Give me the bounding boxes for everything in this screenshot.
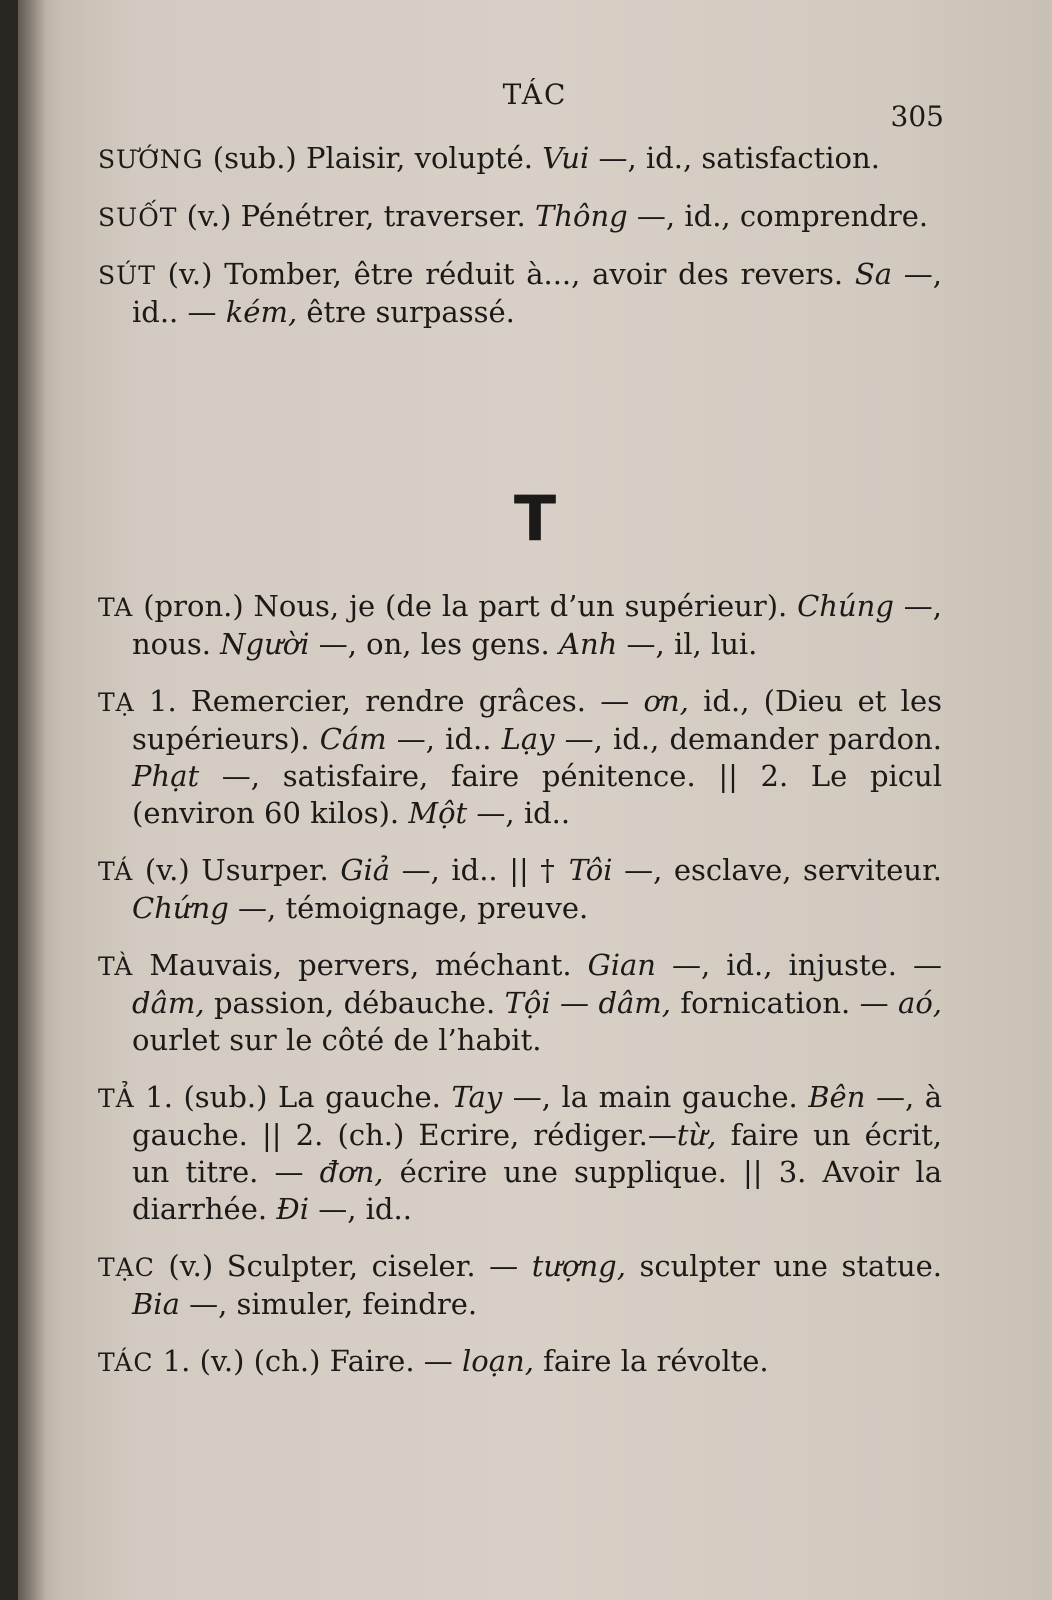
entry-definition-text: —, id..: [467, 796, 571, 830]
entry-definition-text: fornication. —: [671, 986, 899, 1020]
entry-definition-text: (v.) Usurper.: [133, 853, 341, 887]
entry-example-italic: Người: [220, 627, 310, 661]
entry-headword: TÁ: [98, 857, 134, 886]
running-head: TÁC: [502, 78, 568, 111]
entry-example-italic: Tội — dâm,: [504, 986, 672, 1020]
entry-example-italic: kém,: [225, 295, 298, 329]
entry-headword: TẠC: [98, 1253, 155, 1282]
dictionary-entry: [98, 256, 942, 331]
entry-definition-text: —, il, lui.: [617, 627, 758, 661]
section-letter: T: [513, 482, 557, 555]
entry-example-italic: Thông: [534, 199, 628, 233]
entry-example-italic: loạn,: [462, 1344, 534, 1378]
entry-definition-text: —, id., demander pardon.: [554, 722, 942, 756]
entry-example-italic: Anh: [559, 627, 618, 661]
entry-headword: SƯỚNG: [98, 145, 204, 174]
entry-definition-text: —, simuler, feindre.: [179, 1287, 478, 1321]
entry-example-italic: Sa: [854, 257, 893, 291]
entry-definition-text: —, nous.: [132, 589, 942, 661]
entry-definition-text: 1. (v.) (ch.) Faire. —: [153, 1344, 462, 1378]
dictionary-entry: [98, 947, 942, 1059]
entry-definition-text: (sub.) Plaisir, volupté.: [203, 141, 543, 175]
dictionary-entry: [98, 1248, 942, 1323]
entry-example-italic: Chứng: [132, 891, 229, 925]
entry-example-italic: dâm,: [132, 986, 205, 1020]
entry-example-italic: Bia: [132, 1287, 180, 1321]
entry-definition-text: écrire une supplique. || 3. Avoir la diarrhée.: [132, 1155, 942, 1226]
entry-definition-text: sculpter une statue.: [625, 1249, 942, 1283]
entries-top-section: [98, 140, 942, 351]
entry-example-italic: ơn,: [643, 684, 689, 718]
entry-definition-text: —, témoignage, preuve.: [228, 891, 589, 925]
entry-definition-text: —, id..: [386, 722, 502, 756]
entry-headword: TẢ: [98, 1084, 135, 1113]
entry-example-italic: tượng,: [531, 1249, 626, 1283]
entry-definition-text: —, id.. || †: [390, 853, 569, 887]
entry-definition-text: —, à gauche. || 2. (ch.) Ecrire, rédiger.—: [132, 1080, 942, 1152]
entry-example-italic: Vui: [542, 141, 590, 175]
entry-definition-text: faire un écrit, un titre. —: [132, 1118, 942, 1189]
entry-definition-text: être surpassé.: [297, 295, 515, 329]
entry-example-italic: Một: [408, 796, 468, 830]
entry-example-italic: Chúng: [797, 589, 894, 623]
entry-definition-text: —, id..: [308, 1192, 412, 1226]
entry-example-italic: aó,: [898, 986, 942, 1020]
dictionary-entry: [98, 1079, 942, 1228]
entry-definition-text: (v.) Sculpter, ciseler. —: [154, 1249, 532, 1283]
entry-definition-text: —, esclave, serviteur.: [612, 853, 942, 887]
entry-headword: SÚT: [98, 261, 156, 290]
entry-example-italic: đơn,: [319, 1155, 384, 1189]
entry-definition-text: (v.) Tomber, être réduit à..., avoir des revers.: [155, 257, 855, 291]
entry-headword: TÀ: [98, 952, 134, 981]
entry-example-italic: Tay: [451, 1080, 503, 1114]
entry-headword: SUỐT: [98, 203, 178, 232]
entry-example-italic: Tôi: [568, 853, 613, 887]
dictionary-entry: [98, 198, 942, 236]
entry-definition-text: 1. Remercier, rendre grâces. —: [134, 684, 644, 718]
entry-example-italic: Cám: [319, 722, 387, 756]
dictionary-entry: [98, 852, 942, 927]
dictionary-entry: [98, 1343, 942, 1381]
entry-headword: TÁC: [98, 1348, 154, 1377]
entry-example-italic: Giả: [340, 853, 391, 887]
entry-definition-text: —, on, les gens.: [309, 627, 559, 661]
entry-definition-text: —, id., satisfaction.: [589, 141, 880, 175]
dictionary-entry: [98, 140, 942, 178]
dictionary-entry: [98, 588, 942, 663]
entry-definition-text: —, id.. —: [132, 257, 943, 329]
entry-example-italic: Đi: [276, 1192, 309, 1226]
entry-definition-text: —, la main gauche.: [502, 1080, 809, 1114]
entry-definition-text: Mauvais, pervers, méchant.: [133, 948, 588, 982]
dictionary-entry: [98, 683, 942, 832]
entry-example-italic: Phạt: [132, 759, 200, 793]
page-number: 305: [890, 100, 944, 133]
entry-definition-text: (pron.) Nous, je (de la part d’un supérieur).: [133, 589, 798, 623]
entry-definition-text: ourlet sur le côté de l’habit.: [132, 1023, 542, 1057]
entry-headword: TA: [98, 593, 134, 622]
entry-definition-text: —, satisfaire, faire pénitence. || 2. Le picul (environ 60 kilos).: [132, 759, 942, 830]
entries-bottom-section: [98, 588, 942, 1401]
entry-example-italic: Bên: [808, 1080, 866, 1114]
entry-definition-text: —, id., comprendre.: [627, 199, 929, 233]
entry-headword: TẠ: [98, 688, 135, 717]
entry-definition-text: passion, débauche.: [204, 986, 505, 1020]
entry-example-italic: Lạy: [501, 722, 555, 756]
entry-example-italic: từ,: [676, 1118, 717, 1152]
dictionary-page: [18, 0, 1052, 1600]
entry-definition-text: faire la révolte.: [533, 1344, 769, 1378]
entry-definition-text: id., (Dieu et les supérieurs).: [132, 684, 942, 756]
entry-definition-text: 1. (sub.) La gauche.: [134, 1080, 452, 1114]
spine-shadow: [18, 0, 46, 1600]
entry-example-italic: Gian: [587, 948, 656, 982]
entry-definition-text: —, id., injuste. —: [656, 948, 942, 982]
entry-definition-text: (v.) Pénétrer, traverser.: [177, 199, 535, 233]
